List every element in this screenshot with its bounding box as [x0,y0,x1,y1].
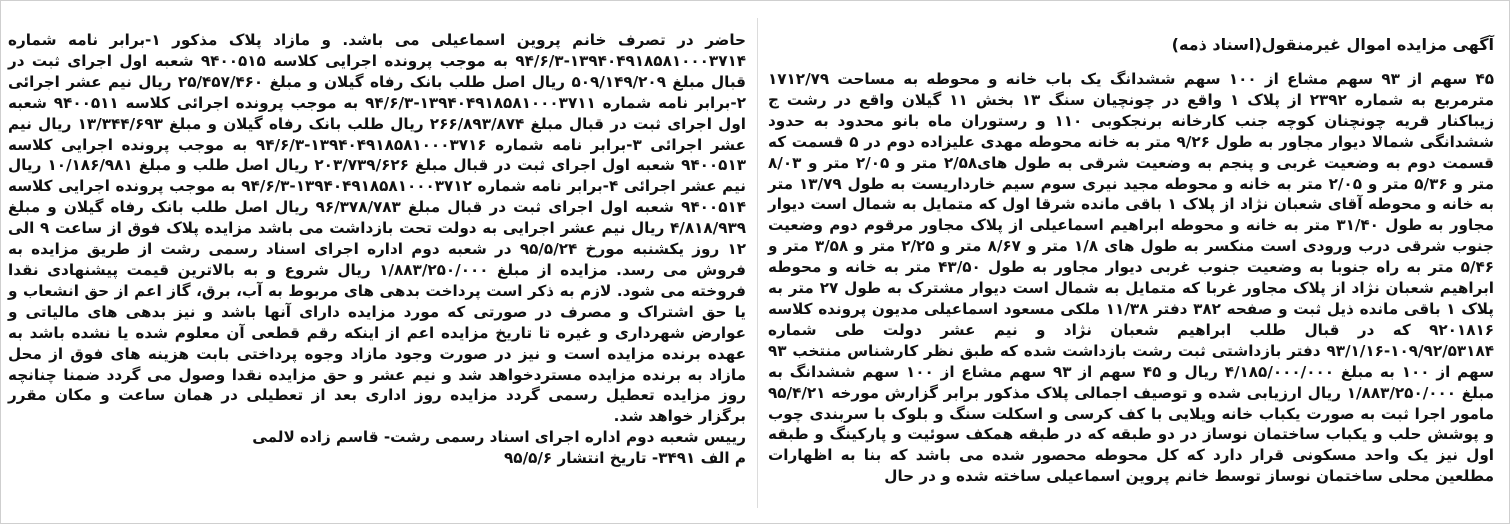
notice-body-part-one: ۴۵ سهم از ۹۳ سهم مشاع از ۱۰۰ سهم ششدانگ یک باب خانه و محوطه به مساحت ۱۷۱۲/۷۹ مترمربع به شماره ۲۳۹۲ از پلاک ۱ واقع در چونچیان سنگ ۱۳ بخش ۱۱ گیلان واقع در رشت ج زیباکنار قریه چونچنان کوچه جنب کارخانه برنجکوبی ۱۱۰ و رستوران ماه بانو محدود به حدود ششدانگی شمالا دیوار مجاور به طول ۹/۲۶ متر به خانه محوطه مهدی علیزاده دوم در ۵ قسمت که قسمت دوم به وضعیت غربی و پنجم به وضعیت شرقی به طول های۲/۵۸ متر و ۲/۰۵ متر و ۸/۰۳ متر و ۵/۳۶ متر و ۲/۰۵ متر به خانه و محوطه مجید نیری سوم سیم خارداریست به طول ۱۳/۷۹ متر به خانه و محوطه آقای شعبان نژاد از پلاک ۱ باقی مانده شرقا اول که متمایل به شمال است دیوار مجاور به طول ۳۱/۴۰ متر به خانه و محوطه ابراهیم اسماعیلی از پلاک مجاور مرقوم دوم وضعیت جنوب شرقی درب ورودی است منکسر به طول های ۱/۸ متر و ۸/۶۷ متر و ۲/۲۵ متر و ۳/۵۸ متر و ۵/۴۶ متر به راه جنوبا به وضعیت جنوب غربی دیوار مجاور به طول ۴۳/۵۰ متر به خانه و محوطه ابراهیم شعبان نژاد از پلاک مجاور غربا که متمایل به شمال است دیوار مشترک به طول ۲۷ متر به پلاک ۱ باقی مانده ذیل ثبت و صفحه ۳۸۲ دفتر ۱۱/۳۸ ملکی مسعود اسماعیلی مدیون پرونده کلاسه ۹۲۰۱۸۱۶ که در قبال طلب ابراهیم شعبان نژاد و نیم عشر دولت طی شماره ۱۰۹/۹۲/۵۳۱۸۴-۹۳/۱/۱۶ دفتر بازداشتی ثبت رشت بازداشت شده که طبق نظر کارشناس منتخب ۹۳ سهم از ۱۰۰ به مبلغ ۴/۱۸۵/۰۰۰/۰۰۰ ریال و ۴۵ سهم از ۹۳ سهم مشاع از ۱۰۰ سهم ششدانگ به مبلغ ۱/۸۸۳/۲۵۰/۰۰۰ ریال ارزیابی شده و توصیف اجمالی پلاک مذکور برابر گزارش مورخه ۹۵/۴/۲۱ مامور اجرا ثبت به صورت یکباب خانه ویلایی با کف کرسی و اسکلت سنگ و بلوک با سربندی چوب و پوشش حلب و یکباب ساختمان نوساز در دو طبقه که در طبقه همکف سوئیت و پارکینگ و طبقه اول نیز یک واحد مسکونی قرار دارد که کل محوطه محصور شده می باشد که بنا به اظهارات مطلعین محلی ساختمان نوساز توسط خانم پروین اسماعیلی ساخته شده و در حال [768,70,1495,486]
signature-line: رییس شعبه دوم اداره اجرای اسناد رسمی رشت- قاسم زاده لالمی [252,428,746,447]
notice-left-column [8,3,746,524]
notice-body-part-two: حاضر در تصرف خانم پروین اسماعیلی می باشد. و مازاد پلاک مذکور ۱-برابر نامه شماره ۱۳۹۴۰۴۹۱۸۵۸۱۰۰۰۳۷۱۴-۹۴/۶/۳ به موجب پرونده اجرایی کلاسه ۹۴۰۰۵۱۵ شعبه اول اجرای ثبت در قبال مبلغ ۵۰۹/۱۴۹/۲۰۹ ریال اصل طلب بانک رفاه گیلان و مبلغ ۲۵/۴۵۷/۴۶۰ ریال نیم عشر اجرائی ۲-برابر نامه شماره ۱۳۹۴۰۴۹۱۸۵۸۱۰۰۰۳۷۱۱-۹۴/۶/۳ به موجب پرونده اجرائی کلاسه ۹۴۰۰۵۱۱ شعبه اول اجرای ثبت در قبال مبلغ ۲۶۶/۸۹۳/۸۷۴ ریال طلب بانک رفاه گیلان و مبلغ ۱۳/۳۴۴/۶۹۳ ریال نیم عشر اجرائی ۳-برابر نامه شماره ۱۳۹۴۰۴۹۱۸۵۸۱۰۰۰۳۷۱۶-۹۴/۶/۳ به موجب پرونده اجرایی کلاسه ۹۴۰۰۵۱۳ شعبه اول اجرای ثبت در قبال مبلغ ۲۰۳/۷۳۹/۶۲۶ ریال اصل طلب و مبلغ ۱۰/۱۸۶/۹۸۱ ریال نیم عشر اجرائی ۴-برابر نامه شماره ۱۳۹۴۰۴۹۱۸۵۸۱۰۰۰۳۷۱۲-۹۴/۶/۳ به موجب پرونده اجرایی کلاسه ۹۴۰۰۵۱۴ شعبه اول اجرای ثبت در قبال مبلغ ۹۶/۳۷۸/۷۸۳ ریال اصل طلب بانک رفاه گیلان و مبلغ ۴/۸۱۸/۹۳۹ ریال نیم عشر اجرایی به دولت تحت بازداشت می باشد مزایده پلاک فوق از ساعت ۹ الی ۱۲ روز یکشنبه مورخ ۹۵/۵/۲۴ در شعبه دوم اداره اجرای اسناد رسمی رشت از طریق مزایده به فروش می رسد. مزایده از مبلغ ۱/۸۸۳/۲۵۰/۰۰۰ ریال شروع و به بالاترین قیمت پیشنهادی نقدا فروخته می شود. لازم به ذکر است پرداخت بدهی های مربوط به آب، برق، گاز اعم از حق انشعاب و یا حق اشتراک و مصرف در صورتی که مورد مزایده دارای آنها باشد و نیز بدهی های مالیاتی و عوارض شهرداری و غیره تا تاریخ مزایده اعم از اینکه رقم قطعی آن معلوم شده یا نشده باشد به عهده برنده مزایده است و نیز در صورت وجود مازاد وجوه پرداختی بابت هزینه های فوق از محل مازاد به برنده مزایده مستردخواهد شد و نیم عشر و حق مزایده نقدا وصول می گردد ضمنا چنانچه روز مزایده تعطیل رسمی گردد مزایده روز اداری بعد از تعطیلی در همان ساعت و مکان مقرر برگزار خواهد شد. [8,31,747,426]
notice-right-column [768,3,1494,524]
publication-line: م الف ۳۴۹۱- تاریخ انتشار ۹۵/۵/۶ [504,449,746,468]
notice-title: آگهی مزایده اموال غیرمنقول(اسناد ذمه) [1171,35,1494,54]
column-divider [757,18,758,508]
